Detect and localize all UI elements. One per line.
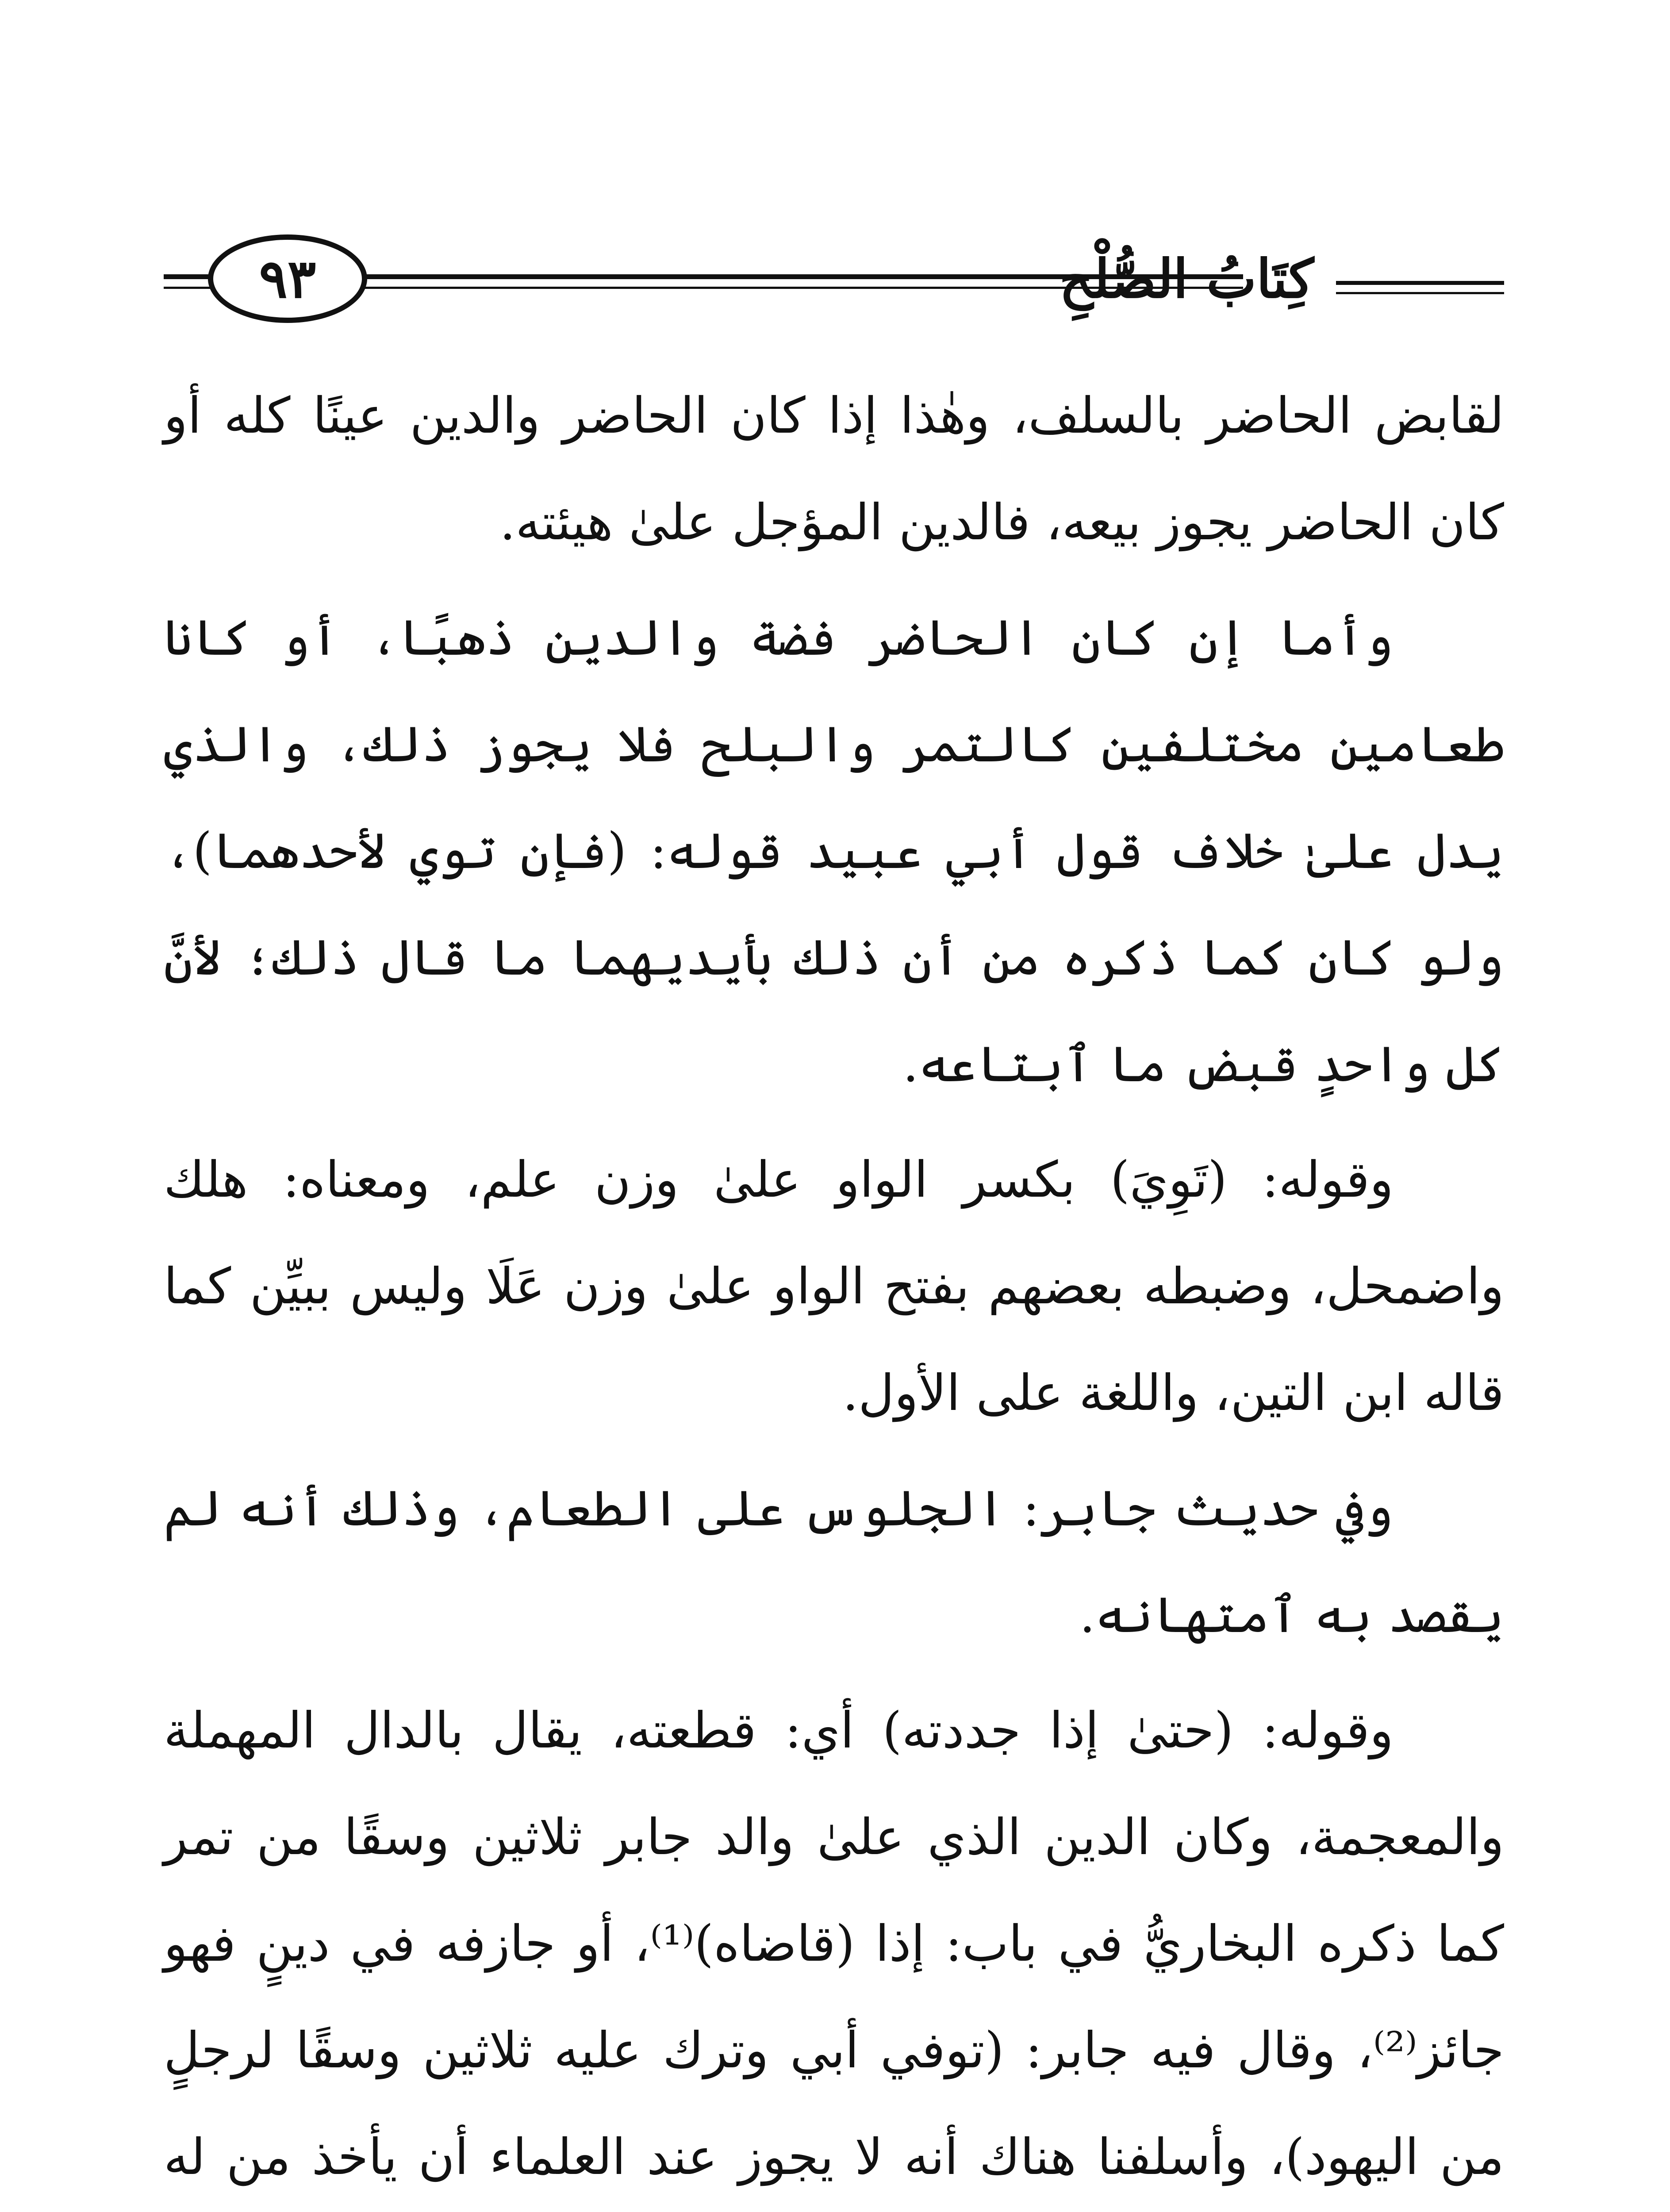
paragraph: وقوله: (تَوِيَ) بكسر الواو علىٰ وزن علم، ومعناه: هلك واضمحل، وضبطه بعضهم بفتح الواو علىٰ وزن عَلَا وليس ببيِّن كما قاله ابن التين، واللغة على الأول. [164, 1151, 1505, 1422]
paragraph: وأما إن كان الحاضر فضة والدين ذهبًا، أو كانا طعامين مختلفين كالتمر والبلح فلا يجوز ذلك، والذي يدل علىٰ خلاف قول أبي عبيد قوله: (فإن توي لأحدهما)، ولو كان كما ذكره من أن ذلك بأيديهما ما قال ذلك؛ لأنَّ كل واحدٍ قبض ما ٱبتاعه. [164, 609, 1504, 1093]
paragraph: وقوله: (حتىٰ إذا جددته) أي: قطعته، يقال بالدال المهملة والمعجمة، وكان الدين الذي علىٰ والد جابر ثلاثين وسقًا من تمر كما ذكره البخاريُّ في باب: إذا (قاضاه)⁽¹⁾، أو جازفه في دينٍ فهو جائز⁽²⁾، وقال فيه جابر: (توفي أبي وترك عليه ثلاثين وسقًا لرجلٍ من اليهود)، وأسلفنا هناك أنه لا يجوز عند العلماء أن يأخذ من له [164, 1702, 1505, 2186]
paragraph: وفي حديث جابر: الجلوس على الطعام، وذلك أنه لم يقصد به ٱمتهانه. [164, 1480, 1504, 1644]
page-number-badge [208, 234, 367, 323]
header-rule-right [1336, 281, 1504, 285]
header-rule-right-thin [1336, 292, 1504, 294]
paragraph: لقابض الحاضر بالسلف، وهٰذا إذا كان الحاضر والدين عينًا كله أو كان الحاضر يجوز بيعه، فالدين المؤجل علىٰ هيئته. [164, 387, 1504, 551]
page-number: ٩٣ [259, 247, 316, 310]
running-title: كِتَابُ الصُّلْحِ [1059, 248, 1314, 310]
main-text [164, 363, 1504, 2212]
page-header [164, 208, 1504, 341]
